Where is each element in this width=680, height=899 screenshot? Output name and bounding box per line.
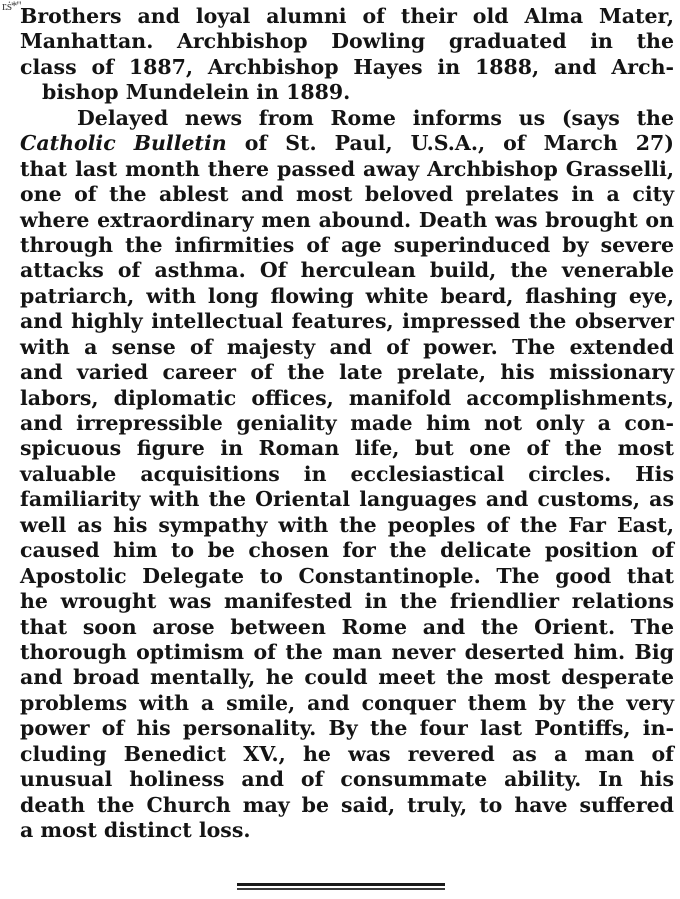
text-line: problems with a smile, and conquer them by the very — [20, 690, 674, 715]
text-line: well as his sympathy with the peoples of the Far East, — [20, 512, 674, 537]
text-line: power of his personality. By the four last Pontiffs, in- — [20, 716, 674, 741]
publication-title: Catholic Bulletin — [20, 131, 227, 156]
rule-thick — [237, 883, 445, 886]
paragraph-alumni — [0, 4, 680, 106]
text-line: attacks of asthma. Of herculean build, the venerable — [20, 258, 674, 283]
text-column — [0, 4, 680, 843]
text-line: with a sense of majesty and of power. The extended — [20, 334, 674, 359]
closing-rule — [237, 883, 445, 893]
header-speck: r.ṡ*" — [2, 0, 21, 12]
text-line: Apostolic Delegate to Constantinople. The good that — [20, 563, 674, 588]
text-line: unusual holiness and of consummate ability. In his — [20, 767, 674, 792]
text-line: through the infirmities of age superinduced by severe — [20, 232, 674, 257]
text-line: Brothers and loyal alumni of their old Alma Mater, — [20, 4, 674, 28]
text-line: and highly intellectual features, impressed the observer — [20, 309, 674, 334]
paragraph-grasselli — [0, 106, 680, 844]
text-line: bishop Mundelein in 1889. — [42, 80, 351, 105]
text-line: he wrought was manifested in the friendlier relations — [20, 589, 674, 614]
text-line: where extraordinary men abound. Death was brought on — [20, 207, 674, 232]
text-line: and broad mentally, he could meet the most desperate — [20, 665, 674, 690]
rule-thin — [237, 888, 445, 890]
text-line: a most distinct loss. — [20, 818, 251, 842]
text-line: familiarity with the Oriental languages and customs, as — [20, 487, 674, 512]
text-line: patriarch, with long flowing white beard, flashing eye, — [20, 283, 674, 308]
text-line: spicuous figure in Roman life, but one of the most — [20, 436, 674, 461]
text-line: labors, diplomatic offices, manifold accomplishments, — [20, 385, 674, 410]
text-line — [0, 131, 680, 156]
text-line: Manhattan. Archbishop Dowling graduated in the — [20, 29, 674, 54]
text-line: Delayed news from Rome informs us (says the — [77, 105, 674, 130]
text-line: and irrepressible geniality made him not only a con- — [20, 411, 674, 435]
text-line: class of 1887, Archbishop Hayes in 1888, and Arch- — [20, 54, 674, 79]
text-fragment: of St. Paul, U.S.A., of March 27) — [226, 131, 674, 156]
text-line: valuable acquisitions in ecclesiastical circles. His — [20, 461, 674, 486]
text-line: one of the ablest and most beloved prelates in a city — [20, 182, 674, 207]
text-line: and varied career of the late prelate, his missionary — [20, 360, 674, 385]
text-line: that soon arose between Rome and the Orient. The — [20, 614, 674, 639]
text-line: thorough optimism of the man never deserted him. Big — [20, 639, 674, 664]
text-line: death the Church may be said, truly, to have suffered — [20, 792, 674, 817]
text-line: cluding Benedict XV., he was revered as a man of — [20, 741, 674, 766]
text-line: that last month there passed away Archbishop Grasselli, — [20, 156, 674, 181]
text-line: caused him to be chosen for the delicate position of — [20, 538, 674, 563]
